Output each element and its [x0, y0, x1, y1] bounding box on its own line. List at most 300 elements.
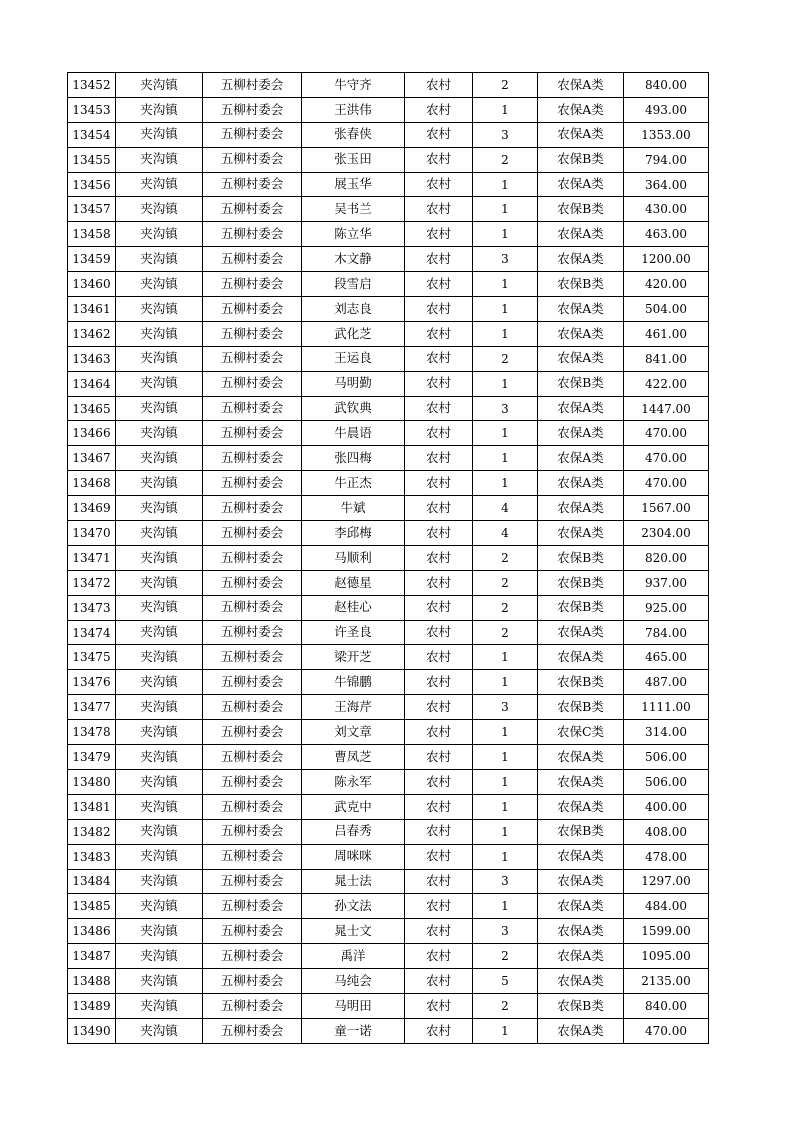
amount-cell: 487.00 — [624, 670, 709, 695]
village-cell: 五柳村委会 — [203, 794, 302, 819]
serial-cell: 13454 — [68, 122, 116, 147]
amount-cell: 422.00 — [624, 371, 709, 396]
serial-cell: 13463 — [68, 346, 116, 371]
name-cell: 陈立华 — [302, 222, 405, 247]
area-cell: 农村 — [405, 197, 473, 222]
household-count-cell: 4 — [473, 496, 538, 521]
serial-cell: 13474 — [68, 620, 116, 645]
name-cell: 梁开芝 — [302, 645, 405, 670]
serial-cell: 13476 — [68, 670, 116, 695]
town-cell: 夹沟镇 — [116, 745, 203, 770]
household-count-cell: 1 — [473, 745, 538, 770]
category-cell: 农保A类 — [538, 321, 624, 346]
household-count-cell: 1 — [473, 1018, 538, 1043]
village-cell: 五柳村委会 — [203, 919, 302, 944]
name-cell: 张春侠 — [302, 122, 405, 147]
village-cell: 五柳村委会 — [203, 969, 302, 994]
area-cell: 农村 — [405, 73, 473, 98]
name-cell: 吴书兰 — [302, 197, 405, 222]
category-cell: 农保A类 — [538, 769, 624, 794]
area-cell: 农村 — [405, 147, 473, 172]
serial-cell: 13457 — [68, 197, 116, 222]
serial-cell: 13462 — [68, 321, 116, 346]
table-row — [68, 371, 709, 396]
village-cell: 五柳村委会 — [203, 222, 302, 247]
name-cell: 晁士文 — [302, 919, 405, 944]
village-cell: 五柳村委会 — [203, 521, 302, 546]
name-cell: 刘志良 — [302, 297, 405, 322]
town-cell: 夹沟镇 — [116, 969, 203, 994]
amount-cell: 2304.00 — [624, 521, 709, 546]
table-row — [68, 172, 709, 197]
serial-cell: 13466 — [68, 421, 116, 446]
category-cell: 农保A类 — [538, 894, 624, 919]
area-cell: 农村 — [405, 172, 473, 197]
village-cell: 五柳村委会 — [203, 869, 302, 894]
village-cell: 五柳村委会 — [203, 446, 302, 471]
amount-cell: 484.00 — [624, 894, 709, 919]
serial-cell: 13469 — [68, 496, 116, 521]
name-cell: 牛晨语 — [302, 421, 405, 446]
name-cell: 张玉田 — [302, 147, 405, 172]
serial-cell: 13475 — [68, 645, 116, 670]
serial-cell: 13461 — [68, 297, 116, 322]
village-cell: 五柳村委会 — [203, 769, 302, 794]
amount-cell: 463.00 — [624, 222, 709, 247]
table-row — [68, 272, 709, 297]
town-cell: 夹沟镇 — [116, 944, 203, 969]
area-cell: 农村 — [405, 670, 473, 695]
household-count-cell: 1 — [473, 720, 538, 745]
area-cell: 农村 — [405, 794, 473, 819]
area-cell: 农村 — [405, 496, 473, 521]
town-cell: 夹沟镇 — [116, 570, 203, 595]
area-cell: 农村 — [405, 446, 473, 471]
name-cell: 木文静 — [302, 247, 405, 272]
town-cell: 夹沟镇 — [116, 670, 203, 695]
village-cell: 五柳村委会 — [203, 346, 302, 371]
town-cell: 夹沟镇 — [116, 396, 203, 421]
household-count-cell: 1 — [473, 321, 538, 346]
category-cell: 农保A类 — [538, 969, 624, 994]
town-cell: 夹沟镇 — [116, 147, 203, 172]
table-row — [68, 993, 709, 1018]
town-cell: 夹沟镇 — [116, 471, 203, 496]
table-row — [68, 769, 709, 794]
category-cell: 农保A类 — [538, 471, 624, 496]
village-cell: 五柳村委会 — [203, 1018, 302, 1043]
area-cell: 农村 — [405, 869, 473, 894]
name-cell: 牛斌 — [302, 496, 405, 521]
table-row — [68, 645, 709, 670]
area-cell: 农村 — [405, 894, 473, 919]
town-cell: 夹沟镇 — [116, 321, 203, 346]
area-cell: 农村 — [405, 272, 473, 297]
amount-cell: 493.00 — [624, 97, 709, 122]
serial-cell: 13452 — [68, 73, 116, 98]
category-cell: 农保A类 — [538, 645, 624, 670]
household-count-cell: 2 — [473, 545, 538, 570]
area-cell: 农村 — [405, 222, 473, 247]
town-cell: 夹沟镇 — [116, 272, 203, 297]
household-count-cell: 3 — [473, 247, 538, 272]
area-cell: 农村 — [405, 396, 473, 421]
household-count-cell: 2 — [473, 993, 538, 1018]
category-cell: 农保B类 — [538, 695, 624, 720]
town-cell: 夹沟镇 — [116, 894, 203, 919]
serial-cell: 13472 — [68, 570, 116, 595]
area-cell: 农村 — [405, 919, 473, 944]
town-cell: 夹沟镇 — [116, 720, 203, 745]
town-cell: 夹沟镇 — [116, 794, 203, 819]
area-cell: 农村 — [405, 97, 473, 122]
amount-cell: 1111.00 — [624, 695, 709, 720]
name-cell: 马顺利 — [302, 545, 405, 570]
table-row — [68, 122, 709, 147]
category-cell: 农保A类 — [538, 496, 624, 521]
category-cell: 农保B类 — [538, 595, 624, 620]
village-cell: 五柳村委会 — [203, 321, 302, 346]
amount-cell: 420.00 — [624, 272, 709, 297]
amount-cell: 506.00 — [624, 745, 709, 770]
category-cell: 农保A类 — [538, 521, 624, 546]
name-cell: 牛守齐 — [302, 73, 405, 98]
table-row — [68, 396, 709, 421]
table-row — [68, 421, 709, 446]
area-cell: 农村 — [405, 993, 473, 1018]
household-count-cell: 1 — [473, 371, 538, 396]
town-cell: 夹沟镇 — [116, 769, 203, 794]
serial-cell: 13464 — [68, 371, 116, 396]
town-cell: 夹沟镇 — [116, 496, 203, 521]
table-row — [68, 844, 709, 869]
table-row — [68, 496, 709, 521]
area-cell: 农村 — [405, 695, 473, 720]
household-count-cell: 1 — [473, 97, 538, 122]
category-cell: 农保B类 — [538, 272, 624, 297]
area-cell: 农村 — [405, 122, 473, 147]
serial-cell: 13484 — [68, 869, 116, 894]
area-cell: 农村 — [405, 720, 473, 745]
amount-cell: 2135.00 — [624, 969, 709, 994]
table-row — [68, 1018, 709, 1043]
household-count-cell: 1 — [473, 446, 538, 471]
name-cell: 段雪启 — [302, 272, 405, 297]
category-cell: 农保A类 — [538, 944, 624, 969]
household-count-cell: 1 — [473, 670, 538, 695]
village-cell: 五柳村委会 — [203, 272, 302, 297]
category-cell: 农保B类 — [538, 545, 624, 570]
category-cell: 农保B类 — [538, 147, 624, 172]
household-count-cell: 2 — [473, 944, 538, 969]
area-cell: 农村 — [405, 321, 473, 346]
name-cell: 赵德星 — [302, 570, 405, 595]
serial-cell: 13460 — [68, 272, 116, 297]
village-cell: 五柳村委会 — [203, 645, 302, 670]
table-row — [68, 794, 709, 819]
serial-cell: 13485 — [68, 894, 116, 919]
serial-cell: 13482 — [68, 819, 116, 844]
name-cell: 李邱梅 — [302, 521, 405, 546]
town-cell: 夹沟镇 — [116, 446, 203, 471]
area-cell: 农村 — [405, 944, 473, 969]
category-cell: 农保B类 — [538, 819, 624, 844]
area-cell: 农村 — [405, 421, 473, 446]
name-cell: 武钦典 — [302, 396, 405, 421]
table-row — [68, 969, 709, 994]
area-cell: 农村 — [405, 521, 473, 546]
area-cell: 农村 — [405, 371, 473, 396]
village-cell: 五柳村委会 — [203, 396, 302, 421]
category-cell: 农保B类 — [538, 670, 624, 695]
table-row — [68, 894, 709, 919]
household-count-cell: 1 — [473, 222, 538, 247]
area-cell: 农村 — [405, 819, 473, 844]
table-body — [68, 73, 709, 1044]
name-cell: 周咪咪 — [302, 844, 405, 869]
village-cell: 五柳村委会 — [203, 720, 302, 745]
table-row — [68, 819, 709, 844]
category-cell: 农保A类 — [538, 172, 624, 197]
amount-cell: 400.00 — [624, 794, 709, 819]
serial-cell: 13481 — [68, 794, 116, 819]
village-cell: 五柳村委会 — [203, 496, 302, 521]
name-cell: 晁士法 — [302, 869, 405, 894]
serial-cell: 13473 — [68, 595, 116, 620]
name-cell: 武化芝 — [302, 321, 405, 346]
village-cell: 五柳村委会 — [203, 172, 302, 197]
category-cell: 农保A类 — [538, 446, 624, 471]
town-cell: 夹沟镇 — [116, 695, 203, 720]
serial-cell: 13468 — [68, 471, 116, 496]
table-row — [68, 147, 709, 172]
category-cell: 农保A类 — [538, 919, 624, 944]
area-cell: 农村 — [405, 969, 473, 994]
table-row — [68, 620, 709, 645]
area-cell: 农村 — [405, 645, 473, 670]
serial-cell: 13489 — [68, 993, 116, 1018]
category-cell: 农保A类 — [538, 247, 624, 272]
household-count-cell: 2 — [473, 570, 538, 595]
serial-cell: 13456 — [68, 172, 116, 197]
household-count-cell: 3 — [473, 869, 538, 894]
serial-cell: 13479 — [68, 745, 116, 770]
village-cell: 五柳村委会 — [203, 570, 302, 595]
table-row — [68, 346, 709, 371]
village-cell: 五柳村委会 — [203, 545, 302, 570]
town-cell: 夹沟镇 — [116, 1018, 203, 1043]
name-cell: 刘文章 — [302, 720, 405, 745]
table-row — [68, 944, 709, 969]
name-cell: 马纯会 — [302, 969, 405, 994]
household-count-cell: 1 — [473, 421, 538, 446]
household-count-cell: 1 — [473, 844, 538, 869]
amount-cell: 1200.00 — [624, 247, 709, 272]
town-cell: 夹沟镇 — [116, 122, 203, 147]
household-count-cell: 2 — [473, 73, 538, 98]
household-count-cell: 1 — [473, 272, 538, 297]
amount-cell: 478.00 — [624, 844, 709, 869]
serial-cell: 13478 — [68, 720, 116, 745]
town-cell: 夹沟镇 — [116, 645, 203, 670]
area-cell: 农村 — [405, 471, 473, 496]
name-cell: 张四梅 — [302, 446, 405, 471]
table-row — [68, 73, 709, 98]
serial-cell: 13477 — [68, 695, 116, 720]
village-cell: 五柳村委会 — [203, 894, 302, 919]
household-count-cell: 5 — [473, 969, 538, 994]
amount-cell: 470.00 — [624, 421, 709, 446]
amount-cell: 820.00 — [624, 545, 709, 570]
category-cell: 农保A类 — [538, 745, 624, 770]
village-cell: 五柳村委会 — [203, 197, 302, 222]
household-count-cell: 2 — [473, 346, 538, 371]
serial-cell: 13465 — [68, 396, 116, 421]
household-count-cell: 4 — [473, 521, 538, 546]
category-cell: 农保A类 — [538, 620, 624, 645]
amount-cell: 840.00 — [624, 73, 709, 98]
serial-cell: 13455 — [68, 147, 116, 172]
category-cell: 农保A类 — [538, 396, 624, 421]
category-cell: 农保A类 — [538, 421, 624, 446]
village-cell: 五柳村委会 — [203, 371, 302, 396]
area-cell: 农村 — [405, 297, 473, 322]
amount-cell: 1447.00 — [624, 396, 709, 421]
table-row — [68, 521, 709, 546]
category-cell: 农保C类 — [538, 720, 624, 745]
household-count-cell: 3 — [473, 396, 538, 421]
town-cell: 夹沟镇 — [116, 222, 203, 247]
name-cell: 禹洋 — [302, 944, 405, 969]
amount-cell: 1353.00 — [624, 122, 709, 147]
household-count-cell: 1 — [473, 819, 538, 844]
name-cell: 许圣良 — [302, 620, 405, 645]
amount-cell: 408.00 — [624, 819, 709, 844]
town-cell: 夹沟镇 — [116, 346, 203, 371]
village-cell: 五柳村委会 — [203, 944, 302, 969]
category-cell: 农保A类 — [538, 794, 624, 819]
area-cell: 农村 — [405, 844, 473, 869]
village-cell: 五柳村委会 — [203, 844, 302, 869]
town-cell: 夹沟镇 — [116, 595, 203, 620]
village-cell: 五柳村委会 — [203, 97, 302, 122]
amount-cell: 470.00 — [624, 471, 709, 496]
amount-cell: 841.00 — [624, 346, 709, 371]
name-cell: 马明勤 — [302, 371, 405, 396]
town-cell: 夹沟镇 — [116, 819, 203, 844]
table-row — [68, 321, 709, 346]
amount-cell: 461.00 — [624, 321, 709, 346]
town-cell: 夹沟镇 — [116, 73, 203, 98]
table-row — [68, 595, 709, 620]
table-row — [68, 222, 709, 247]
category-cell: 农保A类 — [538, 73, 624, 98]
village-cell: 五柳村委会 — [203, 147, 302, 172]
table-row — [68, 97, 709, 122]
serial-cell: 13483 — [68, 844, 116, 869]
household-count-cell: 2 — [473, 620, 538, 645]
name-cell: 马明田 — [302, 993, 405, 1018]
town-cell: 夹沟镇 — [116, 993, 203, 1018]
serial-cell: 13471 — [68, 545, 116, 570]
household-count-cell: 1 — [473, 769, 538, 794]
category-cell: 农保A类 — [538, 222, 624, 247]
category-cell: 农保B类 — [538, 570, 624, 595]
amount-cell: 430.00 — [624, 197, 709, 222]
household-count-cell: 1 — [473, 794, 538, 819]
amount-cell: 937.00 — [624, 570, 709, 595]
serial-cell: 13459 — [68, 247, 116, 272]
table-row — [68, 545, 709, 570]
amount-cell: 925.00 — [624, 595, 709, 620]
name-cell: 童一诺 — [302, 1018, 405, 1043]
category-cell: 农保B类 — [538, 993, 624, 1018]
serial-cell: 13487 — [68, 944, 116, 969]
amount-cell: 470.00 — [624, 1018, 709, 1043]
name-cell: 曹凤芝 — [302, 745, 405, 770]
name-cell: 王运良 — [302, 346, 405, 371]
table-row — [68, 695, 709, 720]
name-cell: 赵桂心 — [302, 595, 405, 620]
area-cell: 农村 — [405, 769, 473, 794]
town-cell: 夹沟镇 — [116, 620, 203, 645]
village-cell: 五柳村委会 — [203, 73, 302, 98]
table-row — [68, 919, 709, 944]
area-cell: 农村 — [405, 595, 473, 620]
village-cell: 五柳村委会 — [203, 670, 302, 695]
amount-cell: 314.00 — [624, 720, 709, 745]
amount-cell: 1297.00 — [624, 869, 709, 894]
name-cell: 牛正杰 — [302, 471, 405, 496]
household-count-cell: 3 — [473, 695, 538, 720]
area-cell: 农村 — [405, 620, 473, 645]
name-cell: 陈永军 — [302, 769, 405, 794]
table-row — [68, 670, 709, 695]
name-cell: 孙文法 — [302, 894, 405, 919]
town-cell: 夹沟镇 — [116, 247, 203, 272]
village-cell: 五柳村委会 — [203, 620, 302, 645]
category-cell: 农保A类 — [538, 122, 624, 147]
town-cell: 夹沟镇 — [116, 371, 203, 396]
category-cell: 农保A类 — [538, 97, 624, 122]
town-cell: 夹沟镇 — [116, 172, 203, 197]
village-cell: 五柳村委会 — [203, 993, 302, 1018]
town-cell: 夹沟镇 — [116, 844, 203, 869]
household-count-cell: 3 — [473, 122, 538, 147]
table-row — [68, 446, 709, 471]
town-cell: 夹沟镇 — [116, 421, 203, 446]
serial-cell: 13467 — [68, 446, 116, 471]
serial-cell: 13488 — [68, 969, 116, 994]
amount-cell: 1095.00 — [624, 944, 709, 969]
village-cell: 五柳村委会 — [203, 695, 302, 720]
area-cell: 农村 — [405, 570, 473, 595]
name-cell: 王洪伟 — [302, 97, 405, 122]
village-cell: 五柳村委会 — [203, 745, 302, 770]
amount-cell: 1567.00 — [624, 496, 709, 521]
amount-cell: 1599.00 — [624, 919, 709, 944]
table-row — [68, 297, 709, 322]
category-cell: 农保A类 — [538, 297, 624, 322]
area-cell: 农村 — [405, 346, 473, 371]
town-cell: 夹沟镇 — [116, 297, 203, 322]
amount-cell: 364.00 — [624, 172, 709, 197]
village-cell: 五柳村委会 — [203, 297, 302, 322]
amount-cell: 840.00 — [624, 993, 709, 1018]
town-cell: 夹沟镇 — [116, 521, 203, 546]
village-cell: 五柳村委会 — [203, 122, 302, 147]
category-cell: 农保B类 — [538, 371, 624, 396]
